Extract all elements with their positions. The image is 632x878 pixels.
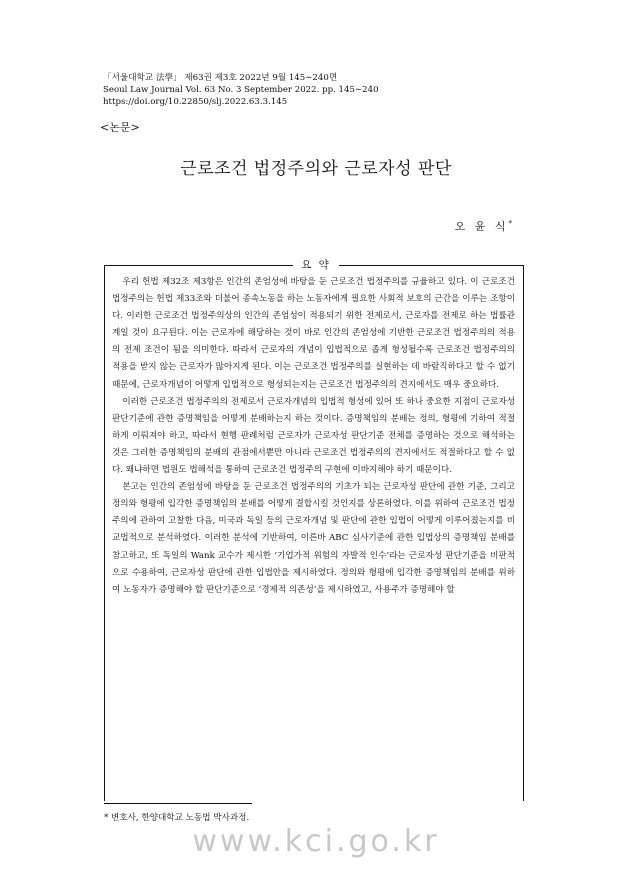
section-tag: <논문> [100,121,140,134]
journal-citation-korean: 「서울대학교 法學」 제63권 제3호 2022년 9월 145∼240면 [103,73,338,83]
footnote: * 변호사, 한양대학교 노동법 박사과정. [104,813,250,823]
watermark: www.kci.go.kr [192,824,440,859]
abstract-heading: 요 약 [0,257,632,272]
paper-title: 근로조건 법정주의와 근로자성 판단 [180,159,452,179]
journal-citation-english: Seoul Law Journal Vol. 63 No. 3 September 2022. pp. 145∼240 [103,85,379,96]
author [455,218,512,234]
abstract-paragraph: 이러한 근로조건 법정주의의 전제로서 근로자개념의 입법적 형성에 있어 또 하나 중요한 지점이 근로자성 판단기준에 관한 증명책임을 어떻게 분배하는지 하는 것이다. 증명책임의 분배는 정의, 형평에 기하여 적절하게 이뤄져야 하고, 따라서 현행 판례처럼 근로자가 근로자성 판단기준 전체를 증명하는 것으로 해석하는 것은 그러한 증명책임의 분배의 관점에서뿐만 아니라 근로조건 법정주의의 견지에서도 적절하다고 할 수 없다. 왜냐하면 법원도 법해석을 통하여 근로조건 법정주의 구현에 이바지해야 하기 때문이다. [112,396,515,476]
footnote-divider [104,803,252,804]
author-footnote-mark: * [508,219,512,228]
abstract-paragraph: 우리 헌법 제32조 제3항은 인간의 존엄성에 바탕을 둔 근로조건 법정주의를 규율하고 있다. 이 근로조건 법정주의는 헌법 제33조와 더불어 종속노동을 하는 노동자에게 필요한 사회적 보호의 근간을 이루는 조항이다. 이러한 근로조건 법정주의상의 인간의 존엄성이 적용되기 위한 전제로서, 근로자를 전제로 하는 법률관계일 것이 요구된다. 이는 근로자에 해당하는 것이 바로 인간의 존엄성에 기반한 근로조건 법정주의의 적용의 전제 조건이 됨을 의미한다. 따라서 근로자의 개념이 입법적으로 좁게 형성될수록 근로조건 법정주의의 적용을 받지 않는 근로자가 많아지게 된다. 이는 근로조건 법정주의를 실현하는 데 바람직하다고 할 수 없기 때문에, 근로자개념이 어떻게 입법적으로 형성되는지는 근로조건 법정주의의 견지에서도 매우 중요하다. [112,277,515,390]
abstract-paragraph: 본고는 인간의 존엄성에 바탕을 둔 근로조건 법정주의의 기초가 되는 근로자성 판단에 관한 기준, 그리고 정의와 형평에 입각한 증명책임의 분배를 어떻게 결합시킬 것인지를 상론하였다. 이를 위하여 근로조건 법정주의에 관하여 고찰한 다음, 미국과 독일 등의 근로자개념 및 판단에 관한 입법이 어떻게 이루어졌는지를 비교법적으로 분석하였다. 이러한 분석에 기반하여, 이른바 ABC 심사기준에 관한 입법상의 증명책임 분배를 참고하고, 또 독일의 Wank 교수가 제시한 ‘기업가적 위험의 자발적 인수’라는 근로자성 판단기준을 비판적으로 수용하여, 근로자성 판단에 관한 입법안을 제시하였다. 정의와 형평에 입각한 증명책임의 분배를 위하여 노동자가 증명해야 할 판단기준으로 ‘경제적 의존성’을 제시하였고, 사용주가 증명해야 할 [112,482,515,595]
doi-link[interactable]: https://doi.org/10.22850/slj.2022.63.3.145 [103,97,288,108]
abstract-body [112,274,515,599]
author-name: 오 윤 식 [454,220,509,233]
journal-header [103,72,379,109]
